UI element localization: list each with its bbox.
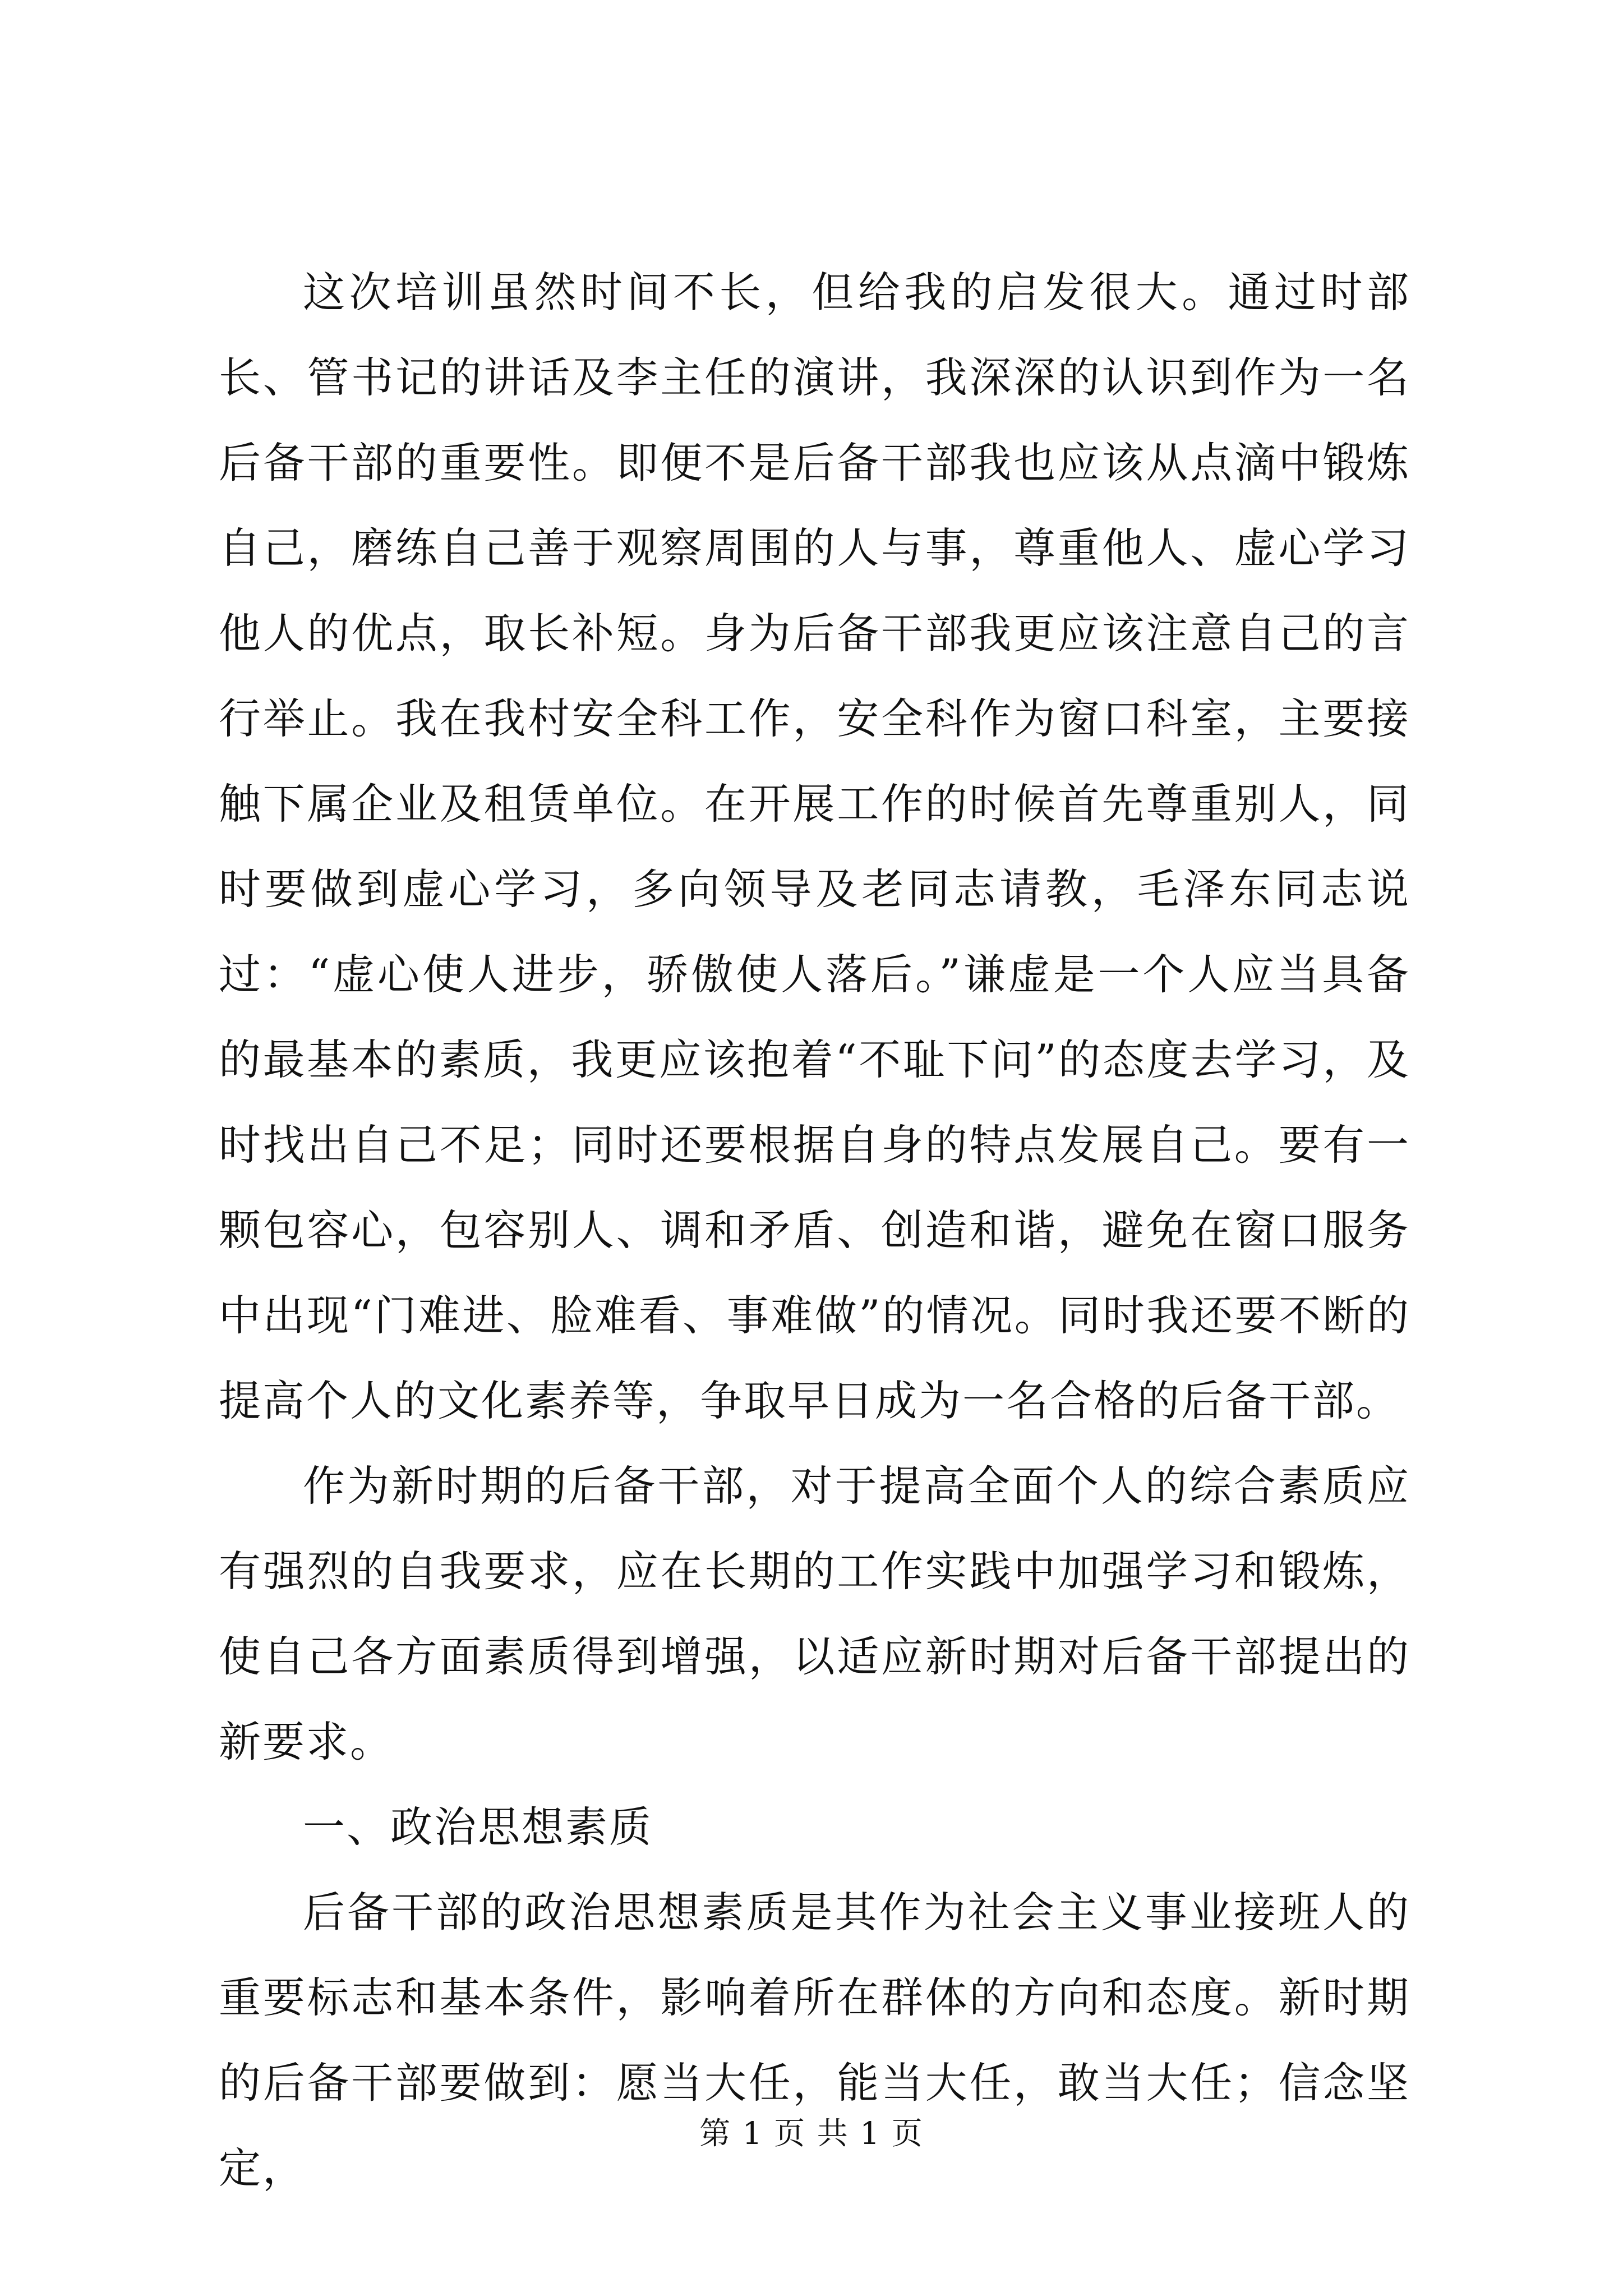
paragraph-training-reflection: 这次培训虽然时间不长，但给我的启发很大。通过时部长、管书记的讲话及李主任的演讲，我深深的认识到作为一名后备干部的重要性。即便不是后备干部我也应该从点滴中锻炼自己，磨练自己善于观察周围的人与事，尊重他人、虚心学习他人的优点，取长补短。身为后备干部我更应该注意自己的言行举止。我在我村安全科工作，安全科作为窗口科室，主要接触下属企业及租赁单位。在开展工作的时候首先尊重别人，同时要做到虚心学习，多向领导及老同志请教，毛泽东同志说过：“虚心使人进步，骄傲使人落后。”谦虚是一个人应当具备的最基本的素质，我更应该抱着“不耻下问”的态度去学习，及时找出自己不足；同时还要根据自身的特点发展自己。要有一颗包容心，包容别人、调和矛盾、创造和谐，避免在窗口服务中出现“门难进、脸难看、事难做”的情况。同时我还要不断的提高个人的文化素养等，争取早日成为一名合格的后备干部。 — [219, 268, 1410, 1425]
document-body — [219, 250, 1410, 2211]
page-footer: 第 1 页 共 1 页 — [699, 2115, 924, 2151]
paragraph-new-era-cadre: 作为新时期的后备干部，对于提高全面个人的综合素质应有强烈的自我要求，应在长期的工作实践中加强学习和锻炼，使自己各方面素质得到增强，以适应新时期对后备干部提出的新要求。 — [219, 1461, 1410, 1766]
paragraph-political-quality: 后备干部的政治思想素质是其作为社会主义事业接班人的重要标志和基本条件，影响着所在群体的方向和态度。新时期的后备干部要做到：愿当大任，能当大任，敢当大任；信念坚定， — [219, 1888, 1410, 2193]
section-heading-political-quality: 一、政治思想素质 — [303, 1802, 653, 1852]
